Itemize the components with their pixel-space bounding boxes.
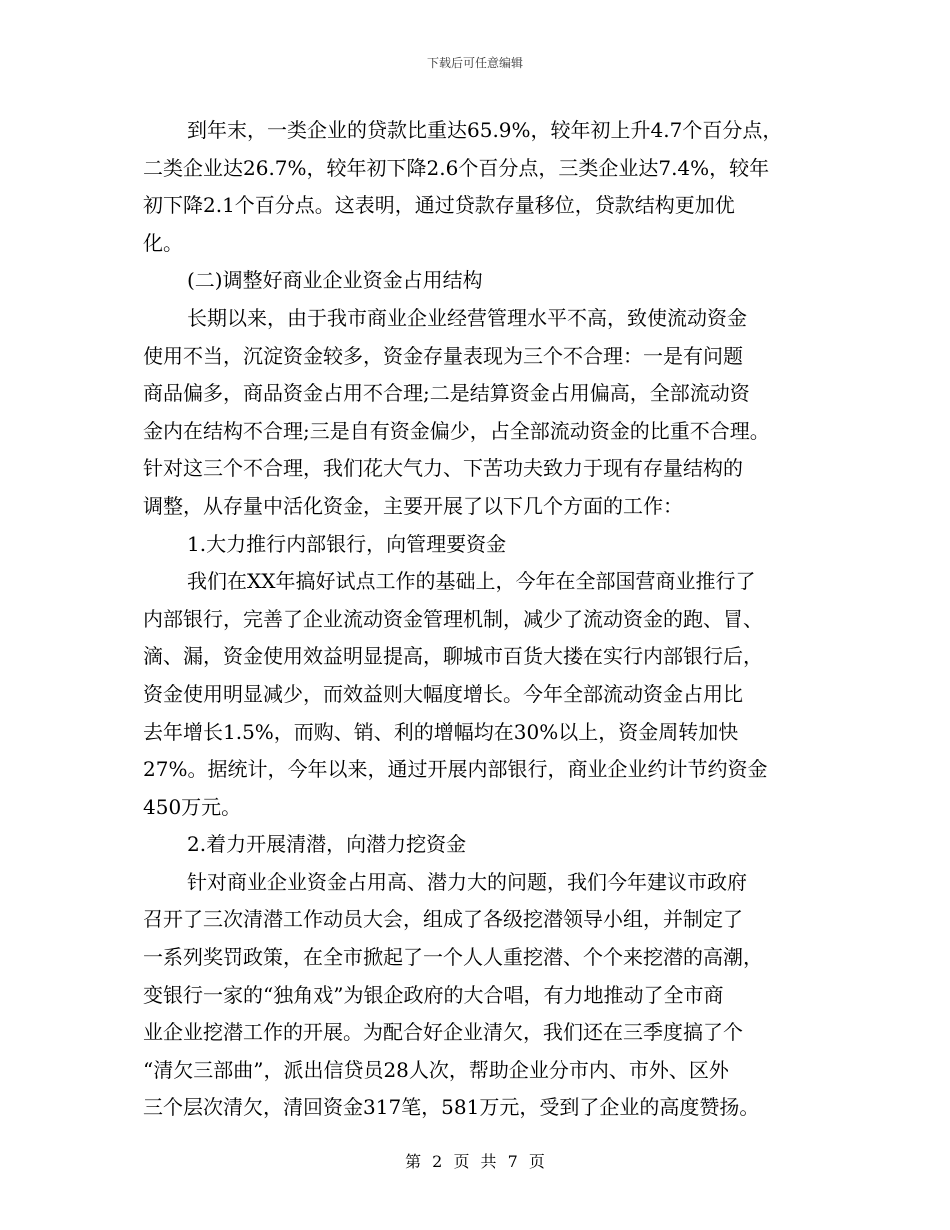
- text-line: 到年末，一类企业的贷款比重达65.9%，较年初上升4.7个百分点，: [187, 118, 783, 142]
- text-line: 三个层次清欠，清回资金317笔，581万元，受到了企业的高度赞扬。: [143, 1095, 760, 1120]
- text-line: 变银行一家的“独角戏”为银企政府的大合唱，有力地推动了全市商: [143, 982, 724, 1007]
- text-line: 调整，从存量中活化资金，主要开展了以下几个方面的工作：: [143, 493, 683, 518]
- text-line: 资金使用明显减少，而效益则大幅度增长。今年全部流动资金占用比: [143, 681, 743, 706]
- text-line: 针对商业企业资金占用高、潜力大的问题，我们今年建议市政府: [187, 869, 747, 894]
- text-line: 针对这三个不合理，我们花大气力、下苦功夫致力于现有存量结构的: [143, 456, 743, 481]
- text-line: 去年增长1.5%，而购、销、利的增幅均在30%以上，资金周转加快: [143, 719, 739, 744]
- text-line: 初下降2.1个百分点。这表明，通过贷款存量移位，贷款结构更加优: [143, 193, 735, 218]
- text-line: 使用不当，沉淀资金较多，资金存量表现为三个不合理：一是有问题: [143, 343, 743, 368]
- text-line: 450万元。: [143, 794, 242, 819]
- text-line: 滴、漏，资金使用效益明显提高，聊城市百货大搂在实行内部银行后，: [143, 644, 763, 669]
- page-header: 下载后可任意编辑: [426, 56, 523, 70]
- text-line: 2.着力开展清潜，向潜力挖资金: [187, 832, 467, 857]
- document-body: [143, 112, 823, 1127]
- text-line: 业企业挖潜工作的开展。为配合好企业清欠，我们还在三季度搞了个: [143, 1020, 743, 1045]
- text-line: (二)调整好商业企业资金占用结构: [187, 268, 483, 293]
- text-line: 内部银行，完善了企业流动资金管理机制，减少了流动资金的跑、冒、: [143, 606, 763, 631]
- text-line: “清欠三部曲”，派出信贷员28人次，帮助企业分市内、市外、区外: [143, 1057, 729, 1082]
- text-line: 一系列奖罚政策，在全市掀起了一个人人重挖潜、个个来挖潜的高潮，: [143, 945, 763, 970]
- text-line: 商品偏多，商品资金占用不合理;二是结算资金占用偏高，全部流动资: [143, 381, 750, 406]
- text-line: 化。: [143, 230, 183, 255]
- text-line: 27%。据统计，今年以来，通过开展内部银行，商业企业约计节约资金: [143, 757, 768, 782]
- text-line: 召开了三次清潜工作动员大会，组成了各级挖潜领导小组，并制定了: [143, 907, 743, 932]
- page-footer: 第 2 页 共 7 页: [405, 1152, 545, 1171]
- text-line: 长期以来，由于我市商业企业经营管理水平不高，致使流动资金: [187, 305, 747, 330]
- text-line: 金内在结构不合理;三是自有资金偏少，占全部流动资金的比重不合理。: [143, 418, 770, 443]
- text-line: 1.大力推行内部银行，向管理要资金: [187, 531, 507, 556]
- text-line: 二类企业达26.7%，较年初下降2.6个百分点，三类企业达7.4%，较年: [143, 155, 770, 180]
- text-line: 我们在XX年搞好试点工作的基础上，今年在全部国营商业推行了: [187, 569, 756, 594]
